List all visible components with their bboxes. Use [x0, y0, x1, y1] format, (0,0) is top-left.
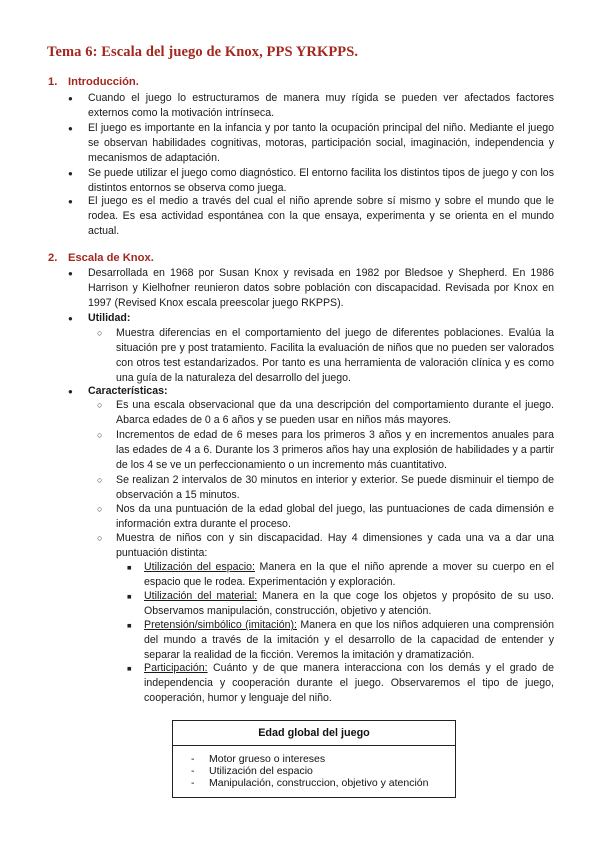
utilidad-text: ○ Muestra diferencias en el comportamiento del juego de diferentes poblaciones. Evalúa la situación pre y post tratamiento. Facilita la evaluación de niños que no pueden ser valorados con otros test estandarizados. Por tanto es una herramienta de valoración clínica y es como una guía de la naturaleza del desarrollo del juego.: [116, 326, 554, 386]
table-header: Edad global del juego: [173, 721, 455, 746]
list-item: ● El juego es el medio a través del cual el niño aprende sobre sí mismo y sobre el mundo que le rodea. Es esa actividad espontánea con la que ensaya, experimenta y se orienta en el mundo actual.: [88, 194, 554, 239]
caracteristicas-label: ● Características:: [88, 384, 554, 399]
section-title: Escala de Knox.: [68, 252, 154, 264]
dimension-material: [144, 589, 554, 619]
dimension-text: Manera en la que coge los objetos y propósito de su uso. Observamos manipulación, construcción, objetivo y atención.: [144, 590, 554, 617]
utilidad-label: ● Utilidad:: [88, 311, 554, 326]
section-title: Introducción.: [68, 76, 139, 88]
table-row: - Manipulación, construccion, objetivo y atención: [191, 777, 455, 789]
edad-global-table: [172, 720, 456, 798]
list-item: ○ Se realizan 2 intervalos de 30 minutos en interior y exterior. Se puede disminuir el tiempo de observación a 15 minutos.: [116, 473, 554, 503]
dimension-label: Pretensión/simbólico (imitación):: [144, 619, 297, 631]
list-item: ○ Muestra de niños con y sin discapacidad. Hay 4 dimensiones y cada una va a dar una puntuación distinta:: [116, 531, 554, 561]
list-item: ○ Es una escala observacional que da una descripción del comportamiento durante el juego. Abarca edades de 0 a 6 años y se pueden usar en niños más mayores.: [116, 398, 554, 428]
table-row: - Motor grueso o intereses: [191, 753, 455, 765]
list-item: ○ Incrementos de edad de 6 meses para los primeros 3 años y en incrementos anuales para las edades de 4 a 6. Durante los 3 primeros años hay una explosión de habilidades y a partir de los 4 se ve un perfeccionamiento o un incremento más cuantitativo.: [116, 428, 554, 473]
section-number: 1.: [48, 76, 58, 88]
list-item: ● Se puede utilizar el juego como diagnóstico. El entorno facilita los distintos tipos de juego y con los distintos entornos se observa como juega.: [88, 166, 554, 196]
list-item: ○ Nos da una puntuación de la edad global del juego, las puntuaciones de cada dimensión e información extra durante el proceso.: [116, 502, 554, 532]
dimension-simbolico: [144, 618, 554, 663]
dimension-text: Manera en la que el niño aprende a mover su cuerpo en el espacio que le rodea. Experimentación y exploración.: [144, 561, 554, 588]
dimension-text: Cuánto y de que manera interacciona con los demás y el grado de independencia y cooperación durante el juego. Observaremos el tipo de juego, cooperación, humor y lenguaje del niño.: [144, 662, 554, 704]
section-heading-introduccion: [48, 76, 139, 88]
table-row: - Utilización del espacio: [191, 765, 455, 777]
list-item: ● Desarrollada en 1968 por Susan Knox y revisada en 1982 por Bledsoe y Shepherd. En 1986 Harrison y Kielhofner reunieron datos sobre población con discapacidad. Revisada por Knox en 1997 (Revised Knox escala preescolar juego RKPPS).: [88, 266, 554, 311]
dimension-text: Manera en que los niños adquieren una comprensión del mundo a través de la imitación y el desarrollo de la capacidad de entender y separar la realidad de la ficción. Veremos la imitación y dramatización.: [144, 619, 554, 661]
section-number: 2.: [48, 252, 58, 264]
list-item: ● Cuando el juego lo estructuramos de manera muy rígida se pueden ver afectados factores externos como la motivación intrínseca.: [88, 91, 554, 121]
section-heading-escala-knox: [48, 252, 154, 264]
document-title: Tema 6: Escala del juego de Knox, PPS YRKPPS.: [47, 44, 359, 60]
list-item: ● El juego es importante en la infancia y por tanto la ocupación principal del niño. Mediante el juego se observan habilidades cognitivas, motoras, participación social, imaginación, independencia y mecanismos de adaptación.: [88, 121, 554, 166]
dimension-label: Participación:: [144, 662, 208, 674]
dimension-label: Utilización del material:: [144, 590, 258, 602]
dimension-espacio: [144, 560, 554, 590]
dimension-label: Utilización del espacio:: [144, 561, 255, 573]
dimension-participacion: [144, 661, 554, 706]
table-list: [173, 746, 455, 789]
